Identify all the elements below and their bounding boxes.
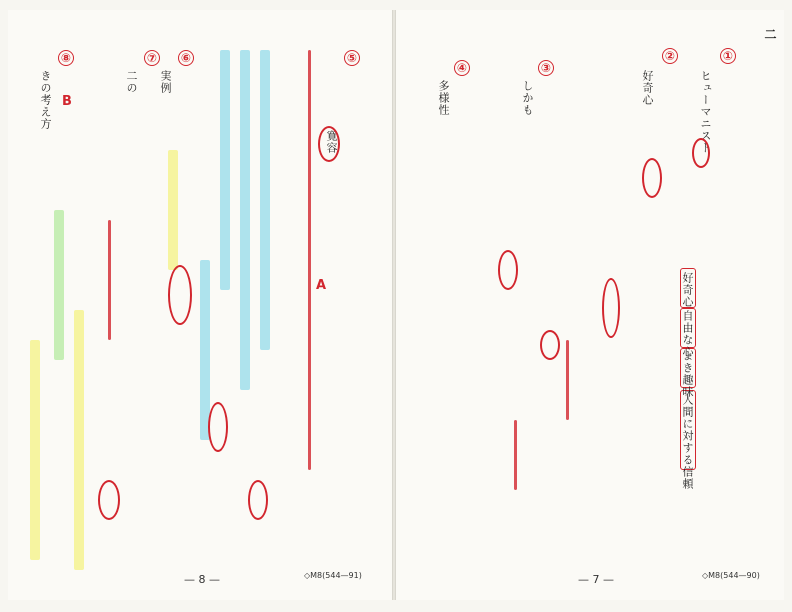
boxed-word-text: 自由な心	[681, 310, 694, 358]
red-margin-line	[566, 340, 569, 420]
highlight-cyan	[260, 50, 270, 350]
highlight-cyan	[220, 50, 230, 290]
red-circle-mark	[248, 480, 268, 520]
page-number-left: — 8 —	[184, 573, 220, 586]
question-number-2: ②	[662, 48, 678, 64]
red-margin-line	[108, 220, 111, 340]
red-margin-line	[514, 420, 517, 490]
red-margin-line	[308, 50, 311, 470]
marked-phrase-q4: 多様性	[437, 80, 450, 116]
question-number-8: ⑧	[58, 50, 74, 66]
boxed-word-text: 人間に対する信頼	[681, 394, 694, 490]
red-circle-mark	[602, 278, 620, 338]
red-circle-mark	[208, 402, 228, 452]
marked-phrase-q2: 好奇心	[641, 70, 654, 106]
red-circle-mark	[642, 158, 662, 198]
boxed-word-text: 好奇心	[681, 272, 694, 308]
boxed-word-text: よき趣味	[681, 350, 694, 398]
question-number-5: ⑤	[344, 50, 360, 66]
question-number-4: ④	[454, 60, 470, 76]
footer-code-right: ◇M8(544—90)	[702, 571, 760, 580]
page-number-right: — 7 —	[578, 573, 614, 586]
marked-phrase-q1: ヒューマニスト	[699, 70, 712, 154]
marked-phrase-q6: 実例	[159, 70, 172, 94]
section-label: 二	[763, 28, 777, 40]
marked-phrase-q8: きの考え方	[39, 70, 52, 130]
annotation-b-mark: B	[62, 94, 72, 109]
red-circle-mark	[98, 480, 120, 520]
footer-code-left: ◇M8(544—91)	[304, 571, 362, 580]
right-page	[396, 10, 784, 600]
red-circle-mark	[540, 330, 560, 360]
marked-phrase-q3: しかも	[521, 80, 534, 116]
red-circle-mark	[168, 265, 192, 325]
question-number-1: ①	[720, 48, 736, 64]
red-circle-mark	[498, 250, 518, 290]
highlight-green	[54, 210, 64, 360]
highlight-yellow	[30, 340, 40, 560]
marked-phrase-q5: 寛容	[325, 130, 338, 154]
annotation-a-mark: A	[316, 278, 327, 293]
red-circle-mark	[692, 138, 710, 168]
question-number-3: ③	[538, 60, 554, 76]
question-number-7: ⑦	[144, 50, 160, 66]
marked-phrase-q7: 二の	[125, 70, 138, 94]
left-page	[8, 10, 393, 600]
highlight-yellow	[74, 310, 84, 570]
question-number-6: ⑥	[178, 50, 194, 66]
highlight-cyan	[240, 50, 250, 390]
highlight-yellow	[168, 150, 178, 270]
red-circle-mark	[318, 126, 340, 162]
